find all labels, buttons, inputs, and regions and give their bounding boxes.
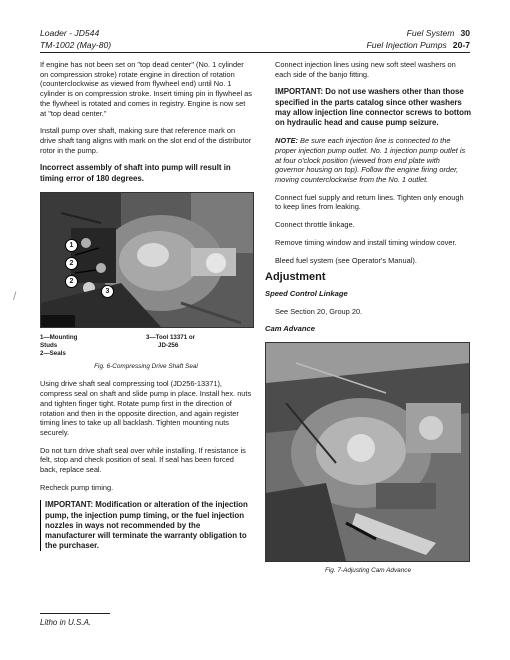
paragraph-timing-window: Remove timing window and install timing window cover. — [275, 237, 457, 247]
left-column — [40, 60, 252, 559]
header-left — [40, 27, 111, 51]
header-right — [367, 27, 470, 51]
legend-item-3: 3—Tool 13371 or — [146, 333, 196, 341]
margin-mark: / — [13, 289, 17, 303]
callout-3: 3 — [101, 285, 114, 298]
header-section-number: 30 — [460, 28, 470, 38]
paragraph-install-pump: Install pump over shaft, making sure that reference mark on drive shaft tang aligns with mark on the slot end of the distributor rotor in the pump. — [40, 126, 252, 155]
header-page-number: 20-7 — [452, 40, 470, 50]
figure-7-photo — [265, 342, 470, 562]
header-section-title: Fuel System — [406, 28, 455, 38]
paragraph-top-dead-center: If engine has not been set on "top dead center" (No. 1 cylinder on compression stroke) rotate engine in direction of rotation (counterclockwise as viewed from flywheel end) until No. 1 cylinder is on compression stroke. Insert timing pin in flywheel as the flywheel is rotated and comes in registry. Engine is now set at "top dead center." — [40, 60, 252, 118]
paragraph-fuel-supply: Connect fuel supply and return lines. Tighten only enough to keep lines from leaking. — [275, 192, 464, 212]
paragraph-connect-injection-lines: Connect injection lines using new soft steel washers on each side of the banjo fitting. — [275, 60, 456, 79]
warning-timing-error: Incorrect assembly of shaft into pump will result in timing error of 180 degrees. — [40, 163, 231, 183]
callout-1: 1 — [65, 239, 78, 252]
important-warranty: IMPORTANT: Modification or alteration of the injection pump, the injection pump timing, or the fuel injection nozzles in ways not recommended by the manufacturer will terminate the warranty obligation to the purchaser. — [40, 500, 252, 551]
note-lead: NOTE: — [275, 136, 298, 146]
note-text: Be sure each injection line is connected to the proper injection pump outlet. No. 1 injection pump outlet is at four o'clock position (viewed from end plate with governor housing on top). Follow the engine firing order, moving counterclockwise from the No. 1 outlet. — [275, 136, 466, 185]
section-adjustment: Adjustment — [265, 271, 326, 284]
footer-rule — [40, 613, 110, 614]
header-group-title: Fuel Injection Pumps — [366, 40, 447, 50]
note-injection-line — [265, 136, 471, 185]
legend-item-2: 2—Seals — [40, 349, 66, 357]
paragraph-recheck: Recheck pump timing. — [40, 482, 114, 492]
subheading-speed-control: Speed Control Linkage — [265, 288, 348, 298]
legend-item-3b: JD-256 — [158, 341, 179, 349]
footer-litho: Litho in U.S.A. — [40, 618, 92, 627]
figure-7-caption: Fig. 7-Adjusting Cam Advance — [324, 567, 412, 575]
right-column — [265, 60, 471, 584]
paragraph-speed-control: See Section 20, Group 20. — [275, 306, 363, 316]
figure-6-caption: Fig. 6-Compressing Drive Shaft Seal — [94, 362, 198, 370]
callout-2a: 2 — [65, 257, 78, 270]
figure-6-legend — [40, 334, 252, 358]
header-manual-id: TM-1002 (May-80) — [40, 40, 112, 50]
important-washers: IMPORTANT: Do not use washers other than those specified in the parts catalog since other washers may allow injection line connector screws to bottom on hydraulic head and cause pump seizure. — [275, 87, 471, 128]
legend-item-1: 1—Mounting Studs — [40, 333, 78, 349]
paragraph-seal-compressing: Using drive shaft seal compressing tool (JD256-13371), compress seal on shaft and slide pump in place. Install hex. nuts and tighten finger tight. Rotate pump first in the direction of rotation and then in the opposite direction, and again register timing lines to take up all backlash. Tighten mounting nuts securely. — [40, 379, 252, 437]
header-rule — [40, 52, 470, 53]
figure-7-image — [266, 343, 469, 561]
paragraph-seal-warning: Do not turn drive shaft seal over while installing. If resistance is felt, stop and check position of seal. If seal has been forced back, replace seal. — [40, 445, 246, 475]
header-model: Loader - JD544 — [40, 28, 100, 38]
paragraph-throttle: Connect throttle linkage. — [275, 220, 355, 230]
callout-2b: 2 — [65, 275, 78, 288]
figure-6-photo — [40, 192, 254, 328]
subheading-cam-advance: Cam Advance — [265, 324, 315, 334]
paragraph-bleed-fuel: Bleed fuel system (see Operator's Manual). — [275, 255, 417, 265]
